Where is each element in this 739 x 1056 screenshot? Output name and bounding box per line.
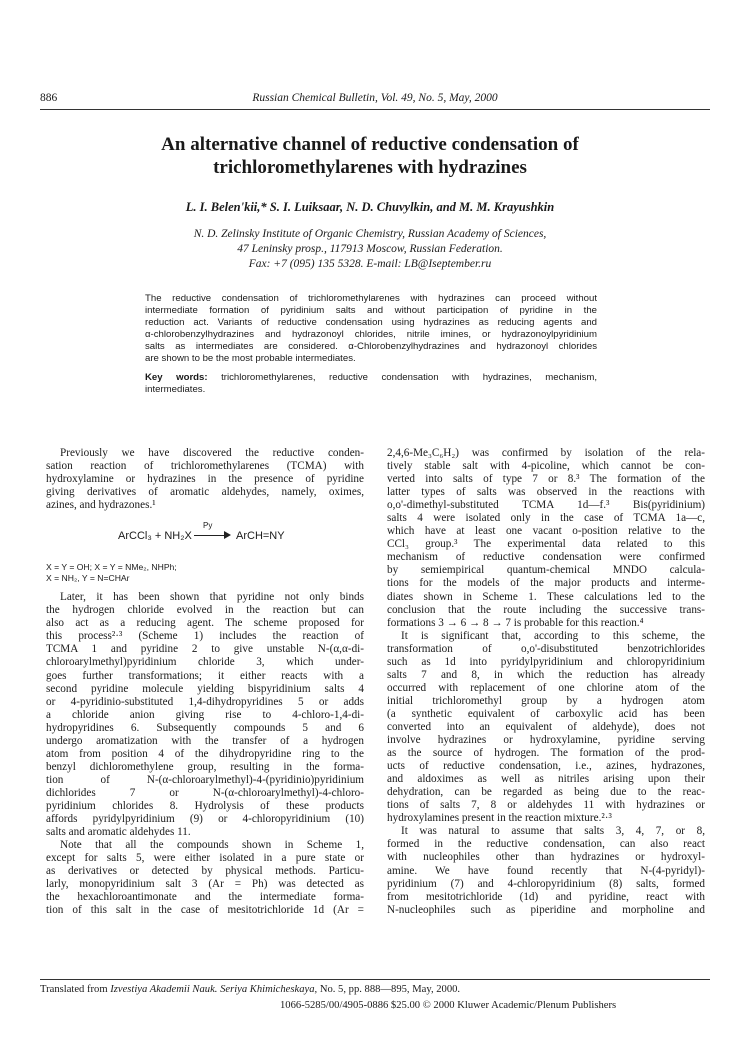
text-line: dehydration, can be regarded as being due to the reac- <box>387 786 705 799</box>
affiliation-line: Fax: +7 (095) 135 5328. E-mail: LB@Iseptember.ru <box>248 258 492 270</box>
source-journal: Izvestiya Akademii Nauk. Seriya Khimicheskaya, <box>110 984 318 995</box>
text-line: second pyridine molecule yielding bispyridinium salts 4 <box>46 682 364 695</box>
scheme-legend <box>46 562 364 583</box>
text-line: tions of salts 7, 8 or aldehydes 11 with hydrazines or <box>387 799 705 812</box>
abstract-line: salts as intermediates are considered. α-Chlorobenzylhydrazines and hydrazonoyl chlorides <box>145 341 597 353</box>
text-line: formations 3 → 6 → 8 → 7 is probable for this reaction.⁴ <box>387 616 644 629</box>
text-line: this process²·³ (Scheme 1) includes the reaction of <box>46 630 364 643</box>
scheme-reactants: ArCCl₃ + NH₂X <box>118 530 192 543</box>
text-line: salts 4 were isolated only in the case of TCMA 1a—c, <box>387 512 705 525</box>
text-line: pyridinium chlorides 8. Hydrolysis of these products <box>46 799 364 812</box>
running-header <box>40 92 710 108</box>
affiliation-line: 47 Leninsky prosp., 117913 Moscow, Russian Federation. <box>237 243 503 255</box>
text-line: chloroarylmethyl)pyridinium chloride 3, which under- <box>46 656 364 669</box>
text-line: tion of N-(α-chloroarylmethyl)-4-(pyridinio)pyridinium <box>46 773 364 786</box>
text-line: atom from position 4 of the dihydropyridine ring to the <box>46 747 364 760</box>
author-list: L. I. Belen'kii,* S. I. Luiksaar, N. D. Chuvylkin, and M. M. Krayushkin <box>185 200 555 214</box>
scheme-product: ArCH=NY <box>236 530 285 543</box>
article-title <box>90 133 650 179</box>
text-line: latter types of salts was observed in the reactions with <box>387 486 705 499</box>
text-line: hydroxylamines present in the reaction mixture.²·³ <box>387 812 612 825</box>
text-line: such as 1d into pyridylpyridinium and chloropyridinium <box>387 655 705 668</box>
text-line: Previously we have discovered the reductive conden- <box>60 447 364 459</box>
text-line: a chloride anion giving rise to 4-chloro-1,4-di- <box>46 708 364 721</box>
text-line: with nucleophiles other than hydrazines or hydroxyl- <box>387 851 705 864</box>
keywords-label: Key words: <box>145 371 208 383</box>
keywords-line: intermediates. <box>145 383 206 395</box>
text-line: Later, it has been shown that pyridine not only binds <box>60 591 364 604</box>
translation-note <box>40 984 460 995</box>
spacer <box>46 583 364 591</box>
text-line: salts and aromatic aldehydes 11. <box>46 826 191 839</box>
text-line: as derivatives or detected by physical methods. Particu- <box>46 865 364 878</box>
text-line: larly, monopyridinium salt 3 (Ar = Ph) was detected as <box>46 878 364 891</box>
text-line: verted into salts of type 7 or 8.³ The formation of the <box>387 473 705 486</box>
keywords-line <box>145 372 597 384</box>
text-line: undergo aromatization with the transfer of a hydrogen <box>46 734 364 747</box>
right-column <box>387 447 705 917</box>
text-line: tion of this salt in the case of mesitotrichloride 1d (Ar = <box>46 904 364 917</box>
text-line: TCMA 1 and pyridine 2 to give unstable N-(α,α-di- <box>46 643 364 656</box>
left-column <box>46 447 364 917</box>
text-line: tions for the models of the major products and interme- <box>387 577 705 590</box>
scheme-note-line: X = Y = OH; X = Y = NMe₂, NHPh; <box>46 562 177 573</box>
text-line: Note that all the compounds shown in Scheme 1, <box>60 839 364 852</box>
page-number: 886 <box>40 92 58 104</box>
text-line: transformation of o,o'-disubstituted benzotrichlorides <box>387 642 705 655</box>
keywords <box>145 372 597 396</box>
copyright-line: 1066-5285/00/4905-0886 $25.00 © 2000 Kluwer Academic/Plenum Publishers <box>280 1000 617 1011</box>
text-line: involve hydrazines or hydroxylamine, pyridine serving <box>387 734 705 747</box>
text-line: It was natural to assume that salts 3, 4, 7, or 8, <box>401 825 705 838</box>
scheme-reagent: Py <box>203 521 213 531</box>
text-line: the hexachloroantimonate and the intermediate forma- <box>46 891 364 904</box>
text-line: by semiempirical quantum-chemical MNDO calcula- <box>387 564 705 577</box>
left-column-body <box>46 591 364 917</box>
text-line: as the source of hydrogen. The formation of the prod- <box>387 747 705 760</box>
text-line: salts 7 and 8, in which the reduction has already <box>387 668 705 681</box>
text-line: converted into an equivalent of aldehyde), does not <box>387 720 705 733</box>
text-line: affords pyridylpyridinium (9) or 4-chloropyridinium (10) <box>46 813 364 826</box>
text-line: or 4-pyridinio-substituted 1,4-dihydropyridines 5 or adds <box>46 695 364 708</box>
text-line: except for salts 5, were either isolated in a pure state or <box>46 852 364 865</box>
reaction-scheme <box>46 512 364 562</box>
text-line: o,o'-dimethyl-substituted TCMA 1d—f.³ Bis(pyridinium) <box>387 499 705 512</box>
source-details: No. 5, pp. 888—895, May, 2000. <box>319 984 461 995</box>
text-line: initial trichloromethyl group by a hydrogen atom <box>387 694 705 707</box>
text-line: occurred with replacement of one chlorine atom of the <box>387 681 705 694</box>
affiliation-line: N. D. Zelinsky Institute of Organic Chemistry, Russian Academy of Sciences, <box>193 228 547 240</box>
text-line: goes further transformations; it either reacts with a <box>46 669 364 682</box>
text-line: 2,4,6-Me₃C₆H₂) was confirmed by isolation of the rela- <box>387 447 705 459</box>
text-line: hydroxylamine or hydrazines in the presence of pyridine <box>46 473 364 486</box>
abstract <box>145 293 597 396</box>
abstract-line: are shown to be the most probable intermediates. <box>145 353 356 365</box>
text-line: mechanism of reductive condensation were confirmed <box>387 551 705 564</box>
text-line: tively stable salt with 4-picoline, which cannot be con- <box>387 460 705 473</box>
text-line: formed in the reductive condensation, can also react <box>387 838 705 851</box>
reaction-arrow <box>194 535 228 536</box>
text-line: amine. We have found recently that N-(4-pyridyl)- <box>387 864 705 877</box>
text-line: It is significant that, according to this scheme, the <box>401 629 705 642</box>
text-line: azines, and hydrazones.¹ <box>46 499 156 512</box>
text-line: benzyl dichloromethylene group, resulting in the forma- <box>46 760 364 773</box>
arrowhead-icon <box>224 531 231 539</box>
title-line: trichloromethylarenes with hydrazines <box>213 157 527 178</box>
text-line: also act as a reducing agent. The scheme proposed for <box>46 617 364 630</box>
text-line: which have at least one vacant o-position relative to the <box>387 525 705 538</box>
affiliation <box>80 227 660 272</box>
text-line: dichlorides 7 or N-(α-chloroarylmethyl)-4-chloro- <box>46 786 364 799</box>
abstract-line: α-chlorobenzylhydrazines and hydrazonoyl chlorides, nitrile imines, or hydrazonoylpyridinium <box>145 329 597 341</box>
text-line: ucts of reductive condensation, i.e., azines, hydrazones, <box>387 760 705 773</box>
text-line: and aldoximes as well as nitriles arising upon their <box>387 773 705 786</box>
abstract-line: The reductive condensation of trichloromethylarenes with hydrazines can proceed without <box>145 293 597 304</box>
text-line: conclusion that the route including the successive trans- <box>387 603 705 616</box>
text-line: sation reaction of trichloromethylarenes (TCMA) with <box>46 460 364 473</box>
text-line: diates shown in Scheme 1. These calculations led to the <box>387 590 705 603</box>
abstract-line: intermediate formation of pyridinium salts and without participation of pyridine in the <box>145 305 597 317</box>
translated-prefix: Translated from <box>40 984 108 995</box>
text-line: N-nucleophiles such as piperidine and morpholine and <box>387 903 705 916</box>
scheme-note-line: X = NH₂, Y = N=CHAr <box>46 572 130 583</box>
text-line: CCl₃ group.³ The experimental data related to this <box>387 538 705 551</box>
text-line: hydropyridines 6. Subsequently compounds 5 and 6 <box>46 721 364 734</box>
journal-citation: Russian Chemical Bulletin, Vol. 49, No. 5, May, 2000 <box>252 92 498 104</box>
abstract-line: reduction act. Variants of reductive condensation using hydrazines as reducing agents and <box>145 317 597 329</box>
text-line: the hydrogen chloride evolved in the reaction but can <box>46 604 364 617</box>
text-line: from mesitotrichloride (1d) and pyridine, react with <box>387 890 705 903</box>
footer-rule <box>40 979 710 980</box>
text-line: giving derivatives of aromatic aldehydes, namely, oximes, <box>46 486 364 499</box>
header-rule <box>40 109 710 110</box>
text-line: (a synthetic equivalent of carboxylic acid has been <box>387 707 705 720</box>
title-line: An alternative channel of reductive condensation of <box>161 134 579 155</box>
text-line: pyridinium (7) and 4-chloropyridinium (8) salts, formed <box>387 877 705 890</box>
keywords-text: trichloromethylarenes, reductive condensation with hydrazines, mechanism, <box>221 371 598 383</box>
